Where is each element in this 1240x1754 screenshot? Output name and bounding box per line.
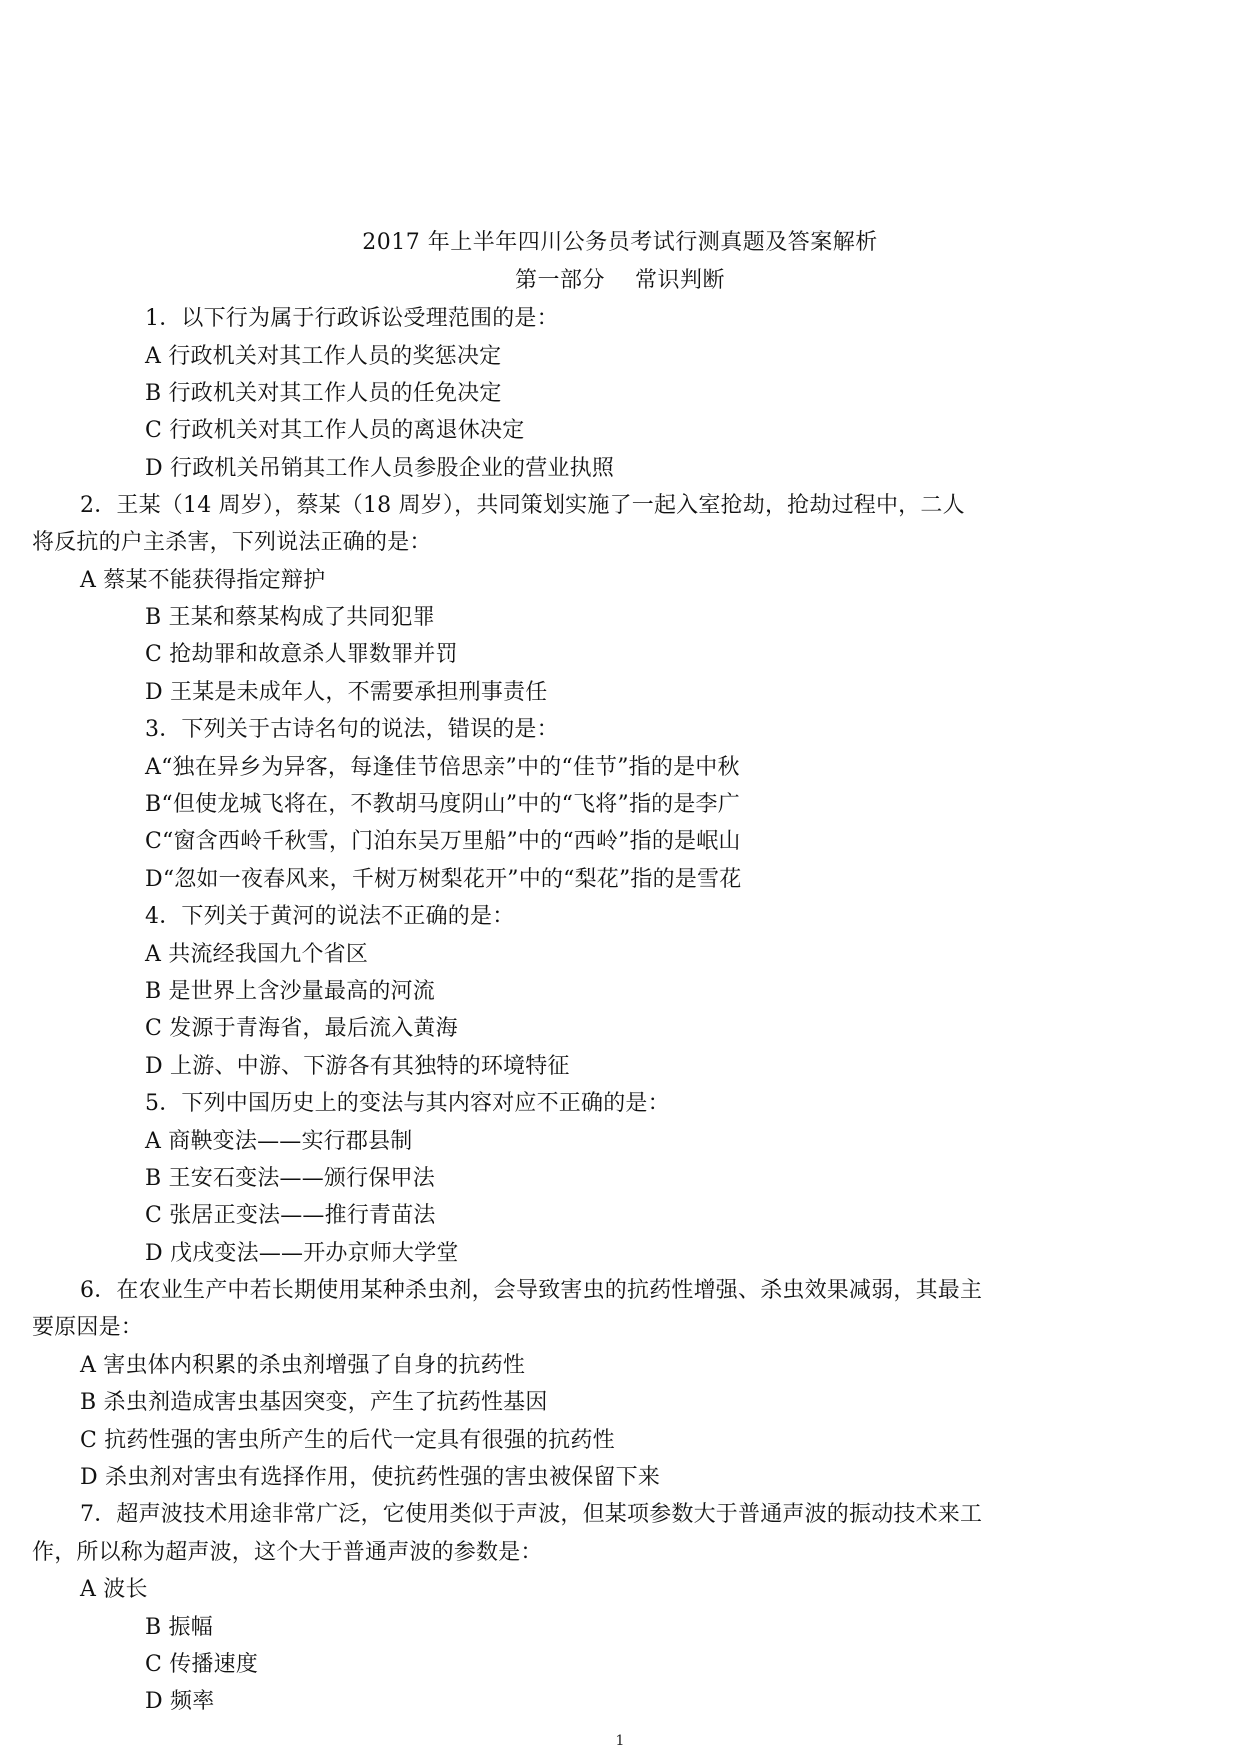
question-3-option-c: C“窗含西岭千秋雪，门泊东吴万里船”中的“西岭”指的是岷山 (145, 829, 741, 854)
question-5-option-d: D 戊戌变法——开办京师大学堂 (145, 1241, 459, 1266)
question-7-text-line-1: 7．超声波技术用途非常广泛，它使用类似于声波，但某项参数大于普通声波的振动技术来工 (80, 1502, 983, 1527)
question-1-option-d: D 行政机关吊销其工作人员参股企业的营业执照 (145, 456, 615, 481)
question-7-option-b: B 振幅 (145, 1615, 213, 1640)
page-number: 1 (615, 1733, 625, 1749)
section-heading: 第一部分 常识判断 (515, 268, 725, 293)
question-5-option-b: B 王安石变法——颁行保甲法 (145, 1166, 435, 1191)
document-title: 2017 年上半年四川公务员考试行测真题及答案解析 (362, 230, 878, 255)
question-5-option-a: A 商鞅变法——实行郡县制 (145, 1129, 413, 1154)
question-4-option-d: D 上游、中游、下游各有其独特的环境特征 (145, 1054, 570, 1079)
question-5-text: 5．下列中国历史上的变法与其内容对应不正确的是： (145, 1091, 670, 1116)
question-7-text-line-2: 作，所以称为超声波，这个大于普通声波的参数是： (32, 1540, 543, 1565)
question-6-option-d: D 杀虫剂对害虫有选择作用，使抗药性强的害虫被保留下来 (80, 1465, 661, 1490)
question-4-text: 4．下列关于黄河的说法不正确的是： (145, 904, 515, 929)
question-1-option-b: B 行政机关对其工作人员的任免决定 (145, 381, 502, 406)
question-6-option-c: C 抗药性强的害虫所产生的后代一定具有很强的抗药性 (80, 1428, 615, 1453)
question-6-option-b: B 杀虫剂造成害虫基因突变，产生了抗药性基因 (80, 1390, 548, 1415)
question-4-option-b: B 是世界上含沙量最高的河流 (145, 979, 435, 1004)
question-1-option-a: A 行政机关对其工作人员的奖惩决定 (145, 344, 502, 369)
question-3-option-b: B“但使龙城飞将在，不教胡马度阴山”中的“飞将”指的是李广 (145, 792, 740, 817)
question-1-text: 1．以下行为属于行政诉讼受理范围的是： (145, 306, 559, 331)
question-7-option-c: C 传播速度 (145, 1652, 259, 1677)
question-2-option-d: D 王某是未成年人，不需要承担刑事责任 (145, 680, 548, 705)
question-3-option-d: D“忽如一夜春风来，千树万树梨花开”中的“梨花”指的是雪花 (145, 867, 742, 892)
question-6-text-line-1: 6．在农业生产中若长期使用某种杀虫剂，会导致害虫的抗药性增强、杀虫效果减弱，其最主 (80, 1278, 983, 1303)
question-4-option-a: A 共流经我国九个省区 (145, 942, 369, 967)
question-2-option-c: C 抢劫罪和故意杀人罪数罪并罚 (145, 642, 458, 667)
question-6-text-line-2: 要原因是： (32, 1315, 144, 1340)
question-2-option-a: A 蔡某不能获得指定辩护 (80, 568, 326, 593)
question-3-text: 3．下列关于古诗名句的说法，错误的是： (145, 717, 559, 742)
question-2-text-line-1: 2．王某（14 周岁），蔡某（18 周岁），共同策划实施了一起入室抢劫，抢劫过程中，二人 (80, 493, 965, 518)
question-2-option-b: B 王某和蔡某构成了共同犯罪 (145, 605, 435, 630)
question-4-option-c: C 发源于青海省，最后流入黄海 (145, 1016, 458, 1041)
question-1-option-c: C 行政机关对其工作人员的离退休决定 (145, 418, 525, 443)
question-2-text-line-2: 将反抗的户主杀害，下列说法正确的是： (32, 530, 432, 555)
question-6-option-a: A 害虫体内积累的杀虫剂增强了自身的抗药性 (80, 1353, 526, 1378)
question-7-option-d: D 频率 (145, 1689, 215, 1714)
question-5-option-c: C 张居正变法——推行青苗法 (145, 1203, 436, 1228)
question-7-option-a: A 波长 (80, 1577, 148, 1602)
question-3-option-a: A“独在异乡为异客，每逢佳节倍思亲”中的“佳节”指的是中秋 (145, 755, 740, 780)
